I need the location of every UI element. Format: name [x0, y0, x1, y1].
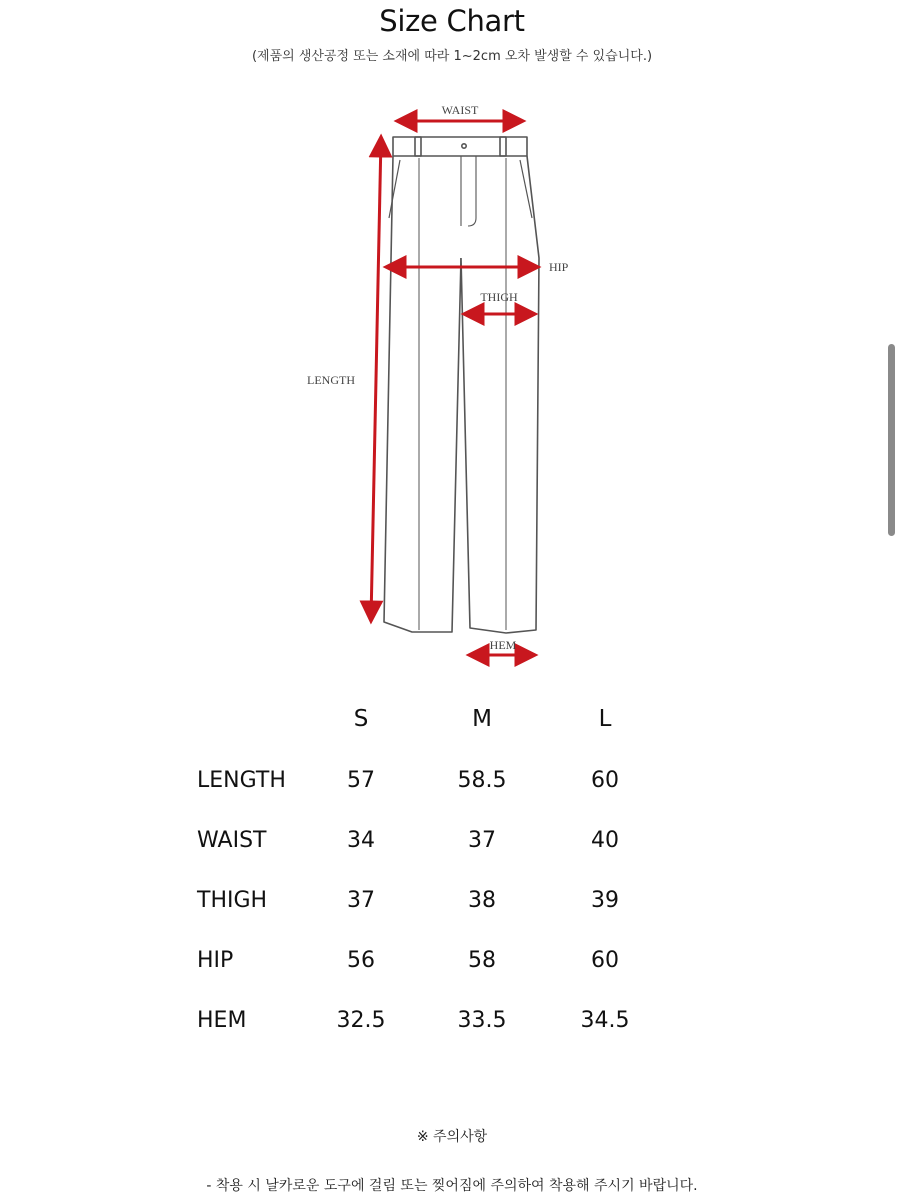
hip-label: HIP: [549, 260, 569, 274]
table-cell: 60: [591, 767, 619, 793]
hem-label: HEM: [489, 638, 517, 652]
size-header-m: M: [472, 706, 492, 732]
row-label: WAIST: [197, 827, 267, 853]
size-table: [190, 700, 667, 1050]
table-cell: 58: [468, 947, 496, 973]
length-label: LENGTH: [307, 373, 355, 387]
size-header-s: S: [353, 706, 369, 732]
table-cell: 58.5: [457, 767, 507, 793]
table-cell: 40: [591, 827, 619, 853]
table-cell: 32.5: [336, 1007, 386, 1033]
table-row: [190, 750, 667, 810]
notice-title: ※ 주의사항: [416, 1129, 488, 1145]
notice-text: - 착용 시 날카로운 도구에 걸림 또는 찢어짐에 주의하여 착용해 주시기 바랍니다.: [206, 1178, 698, 1194]
size-header-row: [190, 700, 667, 750]
page-subtitle: (제품의 생산공정 또는 소재에 따라 1~2cm 오차 발생할 수 있습니다.): [251, 49, 653, 64]
table-cell: 38: [468, 887, 496, 913]
row-label: LENGTH: [197, 767, 286, 793]
page-title: Size Chart: [379, 4, 525, 38]
table-row: [190, 990, 667, 1050]
table-cell: 57: [347, 767, 375, 793]
row-label: THIGH: [197, 887, 268, 913]
table-row: [190, 870, 667, 930]
table-cell: 37: [347, 887, 375, 913]
table-cell: 60: [591, 947, 619, 973]
table-cell: 39: [591, 887, 619, 913]
table-cell: 37: [468, 827, 496, 853]
table-row: [190, 810, 667, 870]
table-cell: 34: [347, 827, 375, 853]
table-cell: 56: [347, 947, 375, 973]
row-label: HEM: [197, 1007, 247, 1033]
table-cell: 33.5: [457, 1007, 507, 1033]
size-header-l: L: [598, 706, 612, 732]
pants-outline: [384, 137, 539, 633]
thigh-label: THIGH: [480, 290, 518, 304]
table-row: [190, 930, 667, 990]
row-label: HIP: [197, 947, 234, 973]
table-cell: 34.5: [580, 1007, 630, 1033]
corner-cell: [190, 700, 301, 750]
waist-label: WAIST: [441, 103, 479, 117]
length-arrow: [371, 138, 381, 620]
scrollbar-thumb[interactable]: [888, 344, 895, 536]
